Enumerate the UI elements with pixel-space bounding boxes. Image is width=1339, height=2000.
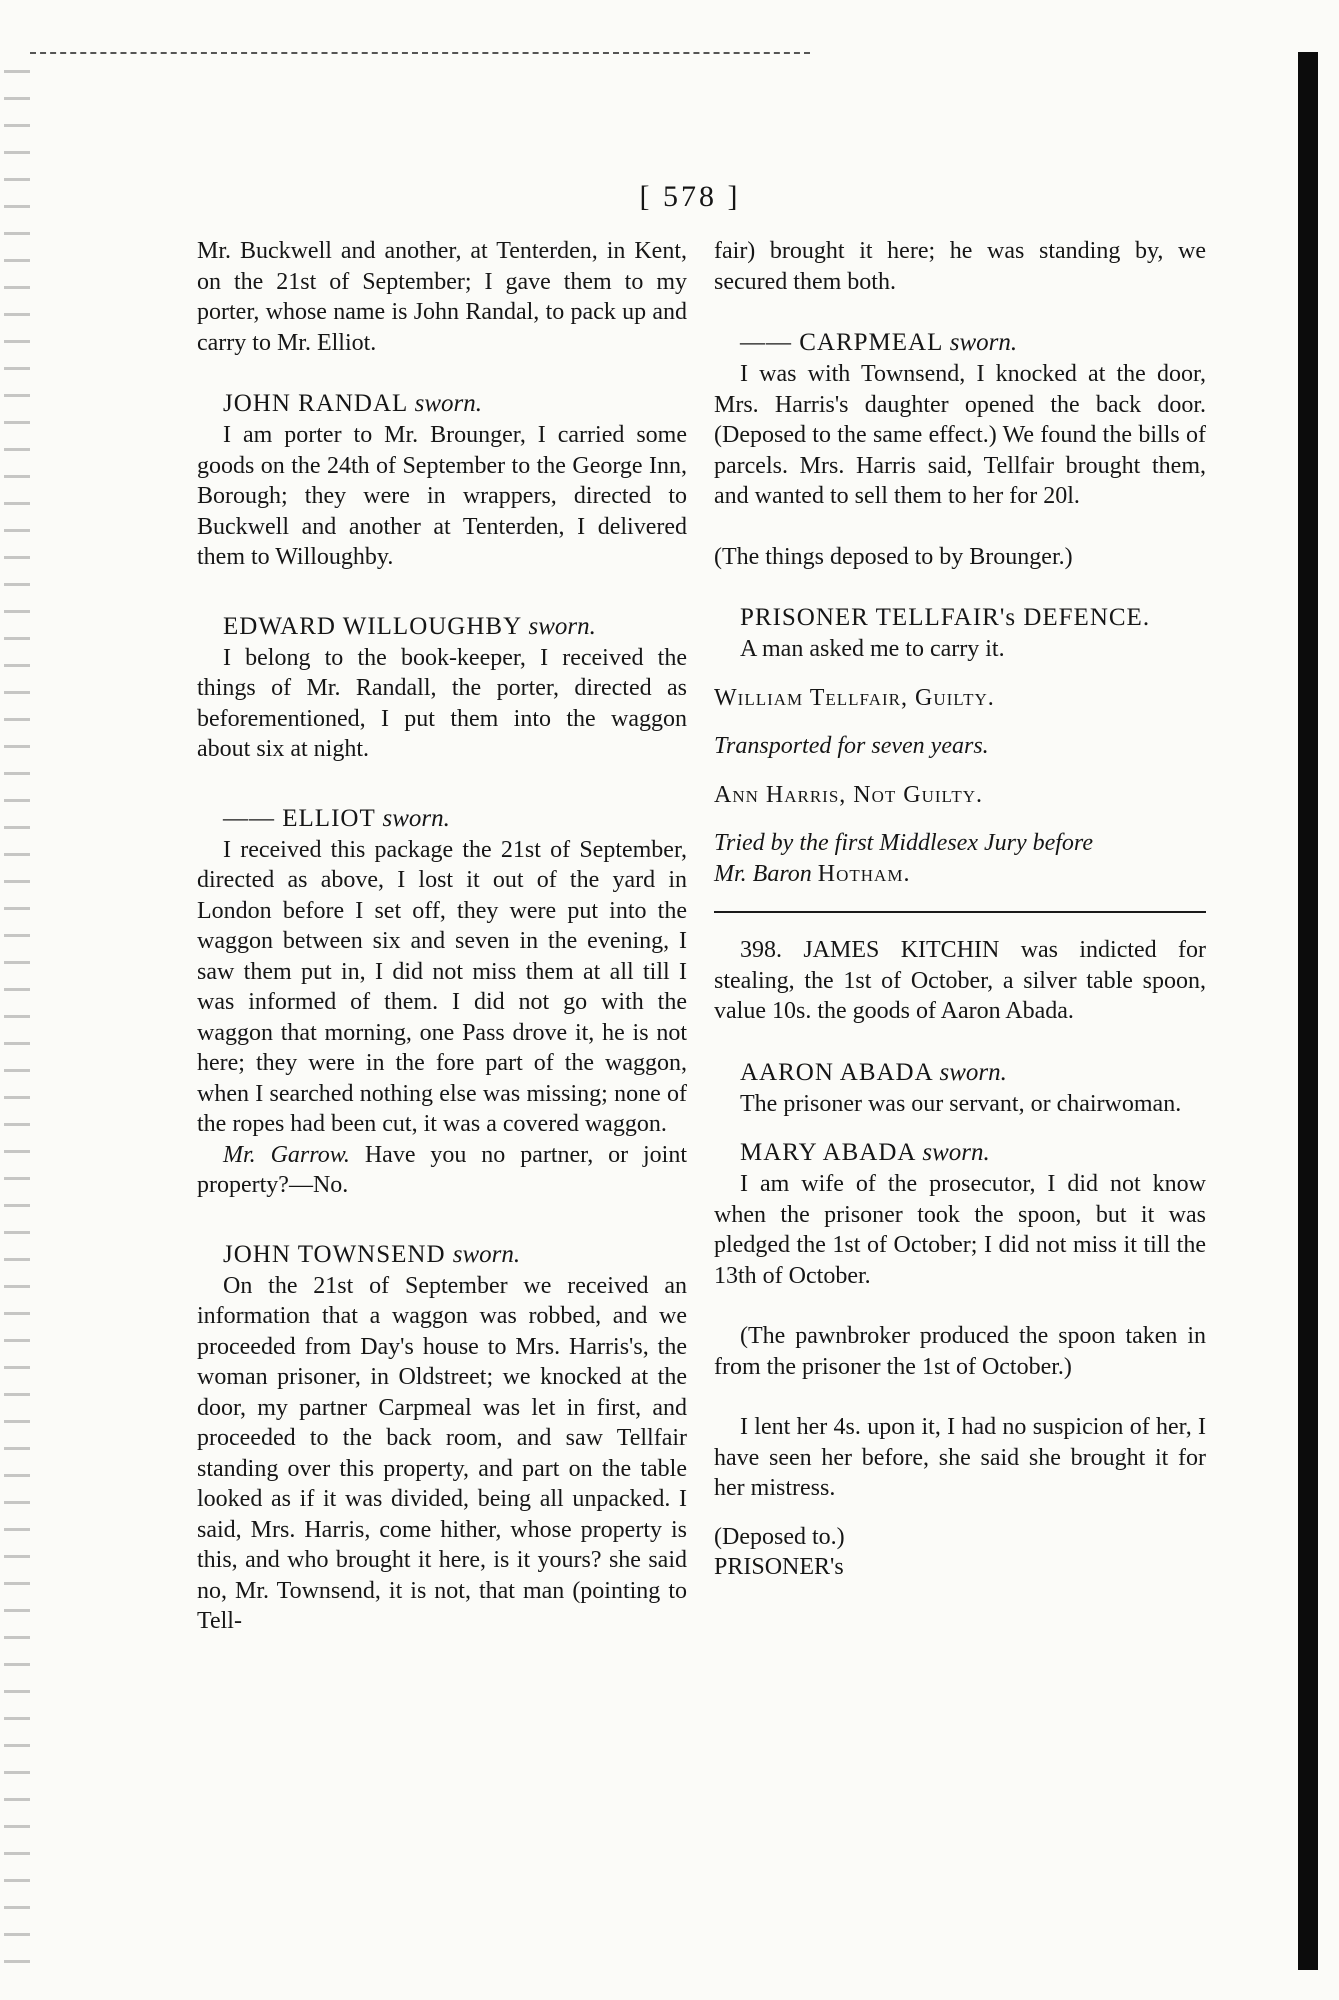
left-column — [197, 236, 687, 1637]
top-rule — [30, 52, 810, 54]
page-number: [ 578 ] — [639, 180, 741, 213]
binding-edge — [1298, 52, 1318, 1970]
verdict: Ann Harris, Not Guilty. — [714, 781, 984, 808]
sworn-label: sworn. — [414, 390, 483, 417]
witness-heading — [197, 1239, 687, 1271]
counsel-name: Mr. Garrow. — [223, 1141, 350, 1168]
sworn-label: sworn. — [922, 1139, 990, 1166]
jury-note-judge — [714, 859, 1206, 890]
witness-heading — [197, 803, 687, 835]
jury-note: Tried by the first Middlesex Jury before — [714, 830, 1094, 856]
witness-heading — [714, 1137, 1206, 1169]
witness-name: EDWARD WILLOUGHBY — [223, 612, 522, 640]
sworn-label: sworn. — [939, 1058, 1007, 1086]
testimony: The prisoner was our servant, or chairwoman. — [740, 1090, 1182, 1117]
verdict: William Tellfair, Guilty. — [714, 684, 995, 711]
section-rule — [714, 911, 1206, 913]
testimony: I belong to the book-keeper, I received the things of Mr. Randall, the porter, directed as beforementioned, I put them into the waggon about six at night. — [197, 644, 687, 762]
scan-noise — [4, 70, 30, 1970]
witness-name: JOHN RANDAL — [223, 390, 408, 417]
sentence: Transported for seven years. — [714, 733, 989, 759]
witness-heading — [714, 1057, 1206, 1089]
indictment: 398. JAMES KITCHIN was indicted for stealing, the 1st of October, a silver table spoon, value 10s. the goods of Aaron Abada. — [714, 937, 1206, 1024]
witness-heading — [197, 388, 687, 420]
judge-name: Hotham. — [817, 860, 911, 887]
right-column — [714, 236, 1206, 1583]
catchword: PRISONER's — [714, 1554, 844, 1580]
deposition-note: (The things deposed to by Brounger.) — [714, 543, 1073, 570]
defence-statement: A man asked me to carry it. — [740, 636, 1005, 662]
witness-name: MARY ABADA — [740, 1139, 916, 1166]
witness-name: —— ELLIOT — [223, 804, 376, 832]
sworn-label: sworn. — [528, 612, 596, 640]
paragraph: Mr. Buckwell and another, at Tenterden, in Kent, on the 21st of September; I gave them to my porter, whose name is John Randal, to pack up and carry to Mr. Elliot. — [197, 238, 687, 356]
testimony: On the 21st of September we received an information that a waggon was robbed, and we proceeded from Day's house to Mrs. Harris's, the woman prisoner, in Oldstreet; we knocked at the door, my partner Carpmeal was let in first, and proceeded to the back room, and saw Tellfair standing over this property, and part on the table looked as if it was divided, being all unpacked. I said, Mrs. Harris, come hither, whose property is this, and who brought it here, is it yours? she said no, Mr. Townsend, it is not, that man (pointing to Tell- — [197, 1272, 687, 1634]
defence-heading: PRISONER TELLFAIR's DEFENCE. — [740, 604, 1151, 631]
testimony: I received this package the 21st of September, directed as above, I lost it out of the yard in London before I set off, they were put into the waggon between six and seven in the evening, I saw them put in, I did not miss them at all till I was informed of them. I did not go with the waggon that morning, one Pass drove it, he is not here; they were in the fore part of the waggon, when I searched nothing else was missing; none of the ropes had been cut, it was a covered waggon. — [197, 836, 687, 1137]
witness-name: AARON ABADA — [740, 1058, 933, 1086]
testimony: I am porter to Mr. Brounger, I carried some goods on the 24th of September to the George Inn, Borough; they were in wrappers, directed to Buckwell and another at Tenterden, I delivered them to Willoughby. — [197, 422, 687, 570]
testimony: I am wife of the prosecutor, I did not know when the prisoner took the spoon, but it was pledged the 1st of October; I did not miss it till the 13th of October. — [714, 1171, 1206, 1289]
sworn-label: sworn. — [382, 804, 450, 832]
sworn-label: sworn. — [452, 1240, 521, 1268]
witness-name: —— CARPMEAL — [740, 329, 943, 356]
witness-heading — [197, 611, 687, 643]
judge-title: Mr. Baron — [714, 860, 812, 887]
deposition-note: (Deposed to.) — [714, 1523, 845, 1550]
cross-examination — [197, 1140, 687, 1201]
witness-heading — [714, 327, 1206, 359]
witness-name: JOHN TOWNSEND — [223, 1240, 446, 1268]
question: Have you no partner, or joint property?—No. — [197, 1141, 687, 1198]
testimony: I lent her 4s. upon it, I had no suspicion of her, I have seen her before, she said she brought it for her mistress. — [714, 1414, 1206, 1501]
sworn-label: sworn. — [949, 329, 1018, 356]
pawnbroker-note: (The pawnbroker produced the spoon taken in from the prisoner the 1st of October.) — [714, 1323, 1206, 1380]
testimony: I was with Townsend, I knocked at the door, Mrs. Harris's daughter opened the back door. (Deposed to the same effect.) We found the bills of parcels. Mrs. Harris said, Tellfair brought them, and wanted to sell them to her for 20l. — [714, 361, 1206, 509]
paragraph: fair) brought it here; he was standing by, we secured them both. — [714, 238, 1206, 295]
